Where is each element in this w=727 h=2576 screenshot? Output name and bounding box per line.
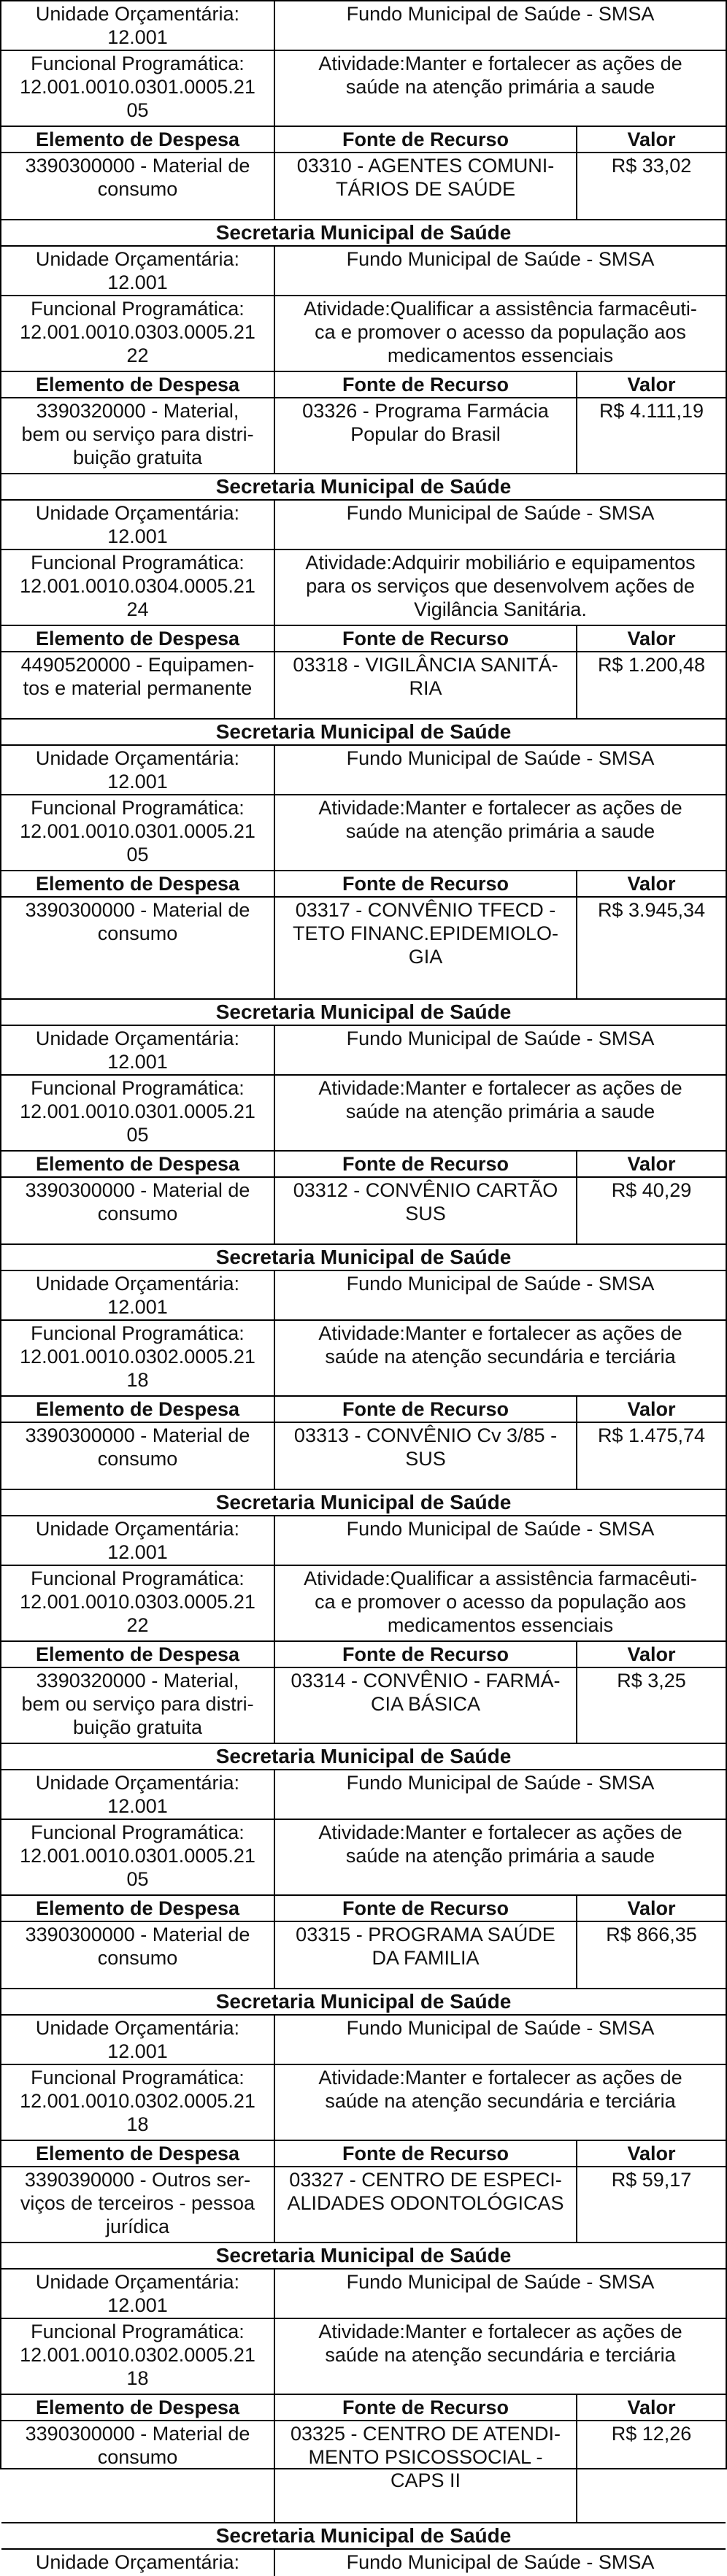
budget-block	[1, 1744, 726, 1989]
fonte-cell: 03310 - AGENTES COMUNI- TÁRIOS DE SAÚDE	[275, 153, 577, 219]
budget-block	[1, 2243, 726, 2523]
funcional-row	[1, 1820, 726, 1896]
fonte-header: Fonte de Recurso	[275, 127, 577, 152]
fonte-cell: 03327 - CENTRO DE ESPECI- ALIDADES ODONTOLÓGICAS	[275, 2167, 577, 2242]
elemento-cell: 4490520000 - Equipamen- tos e material permanente	[1, 652, 275, 718]
valor-cell: R$ 4.111,19	[599, 400, 704, 422]
elemento-header: Elemento de Despesa	[1, 372, 275, 397]
secretaria-header: Secretaria Municipal de Saúde	[1, 1744, 726, 1770]
fonte-header: Fonte de Recurso	[275, 871, 577, 896]
unidade-cell: Unidade Orçamentária: 12.001	[1, 1770, 275, 1819]
unidade-cell: Unidade Orçamentária: 12.001	[1, 247, 275, 295]
atividade-cell: Atividade:Manter e fortalecer as ações de saúde na atenção secundária e terciária	[318, 2321, 682, 2366]
unidade-cell: Unidade Orçamentária: 12.001	[1, 2016, 275, 2064]
detail-header-row	[1, 1397, 726, 1423]
elemento-header: Elemento de Despesa	[1, 871, 275, 896]
fundo-cell: Fundo Municipal de Saúde - SMSA	[346, 2551, 655, 2573]
valor-cell: R$ 1.475,74	[597, 1424, 706, 1446]
funcional-cell: Funcional Programática: 12.001.0010.0304.0005.21 24	[1, 550, 275, 625]
detail-header-row	[1, 1896, 726, 1922]
valor-header: Valor	[627, 873, 676, 895]
elemento-cell: 3390300000 - Material de consumo	[1, 1423, 275, 1489]
budget-block	[1, 720, 726, 1000]
detail-row	[1, 898, 726, 1000]
fundo-cell: Fundo Municipal de Saúde - SMSA	[346, 248, 655, 270]
budget-block	[1, 1245, 726, 1490]
elemento-cell: 3390320000 - Material, bem ou serviço para distri- buição gratuita	[1, 1668, 275, 1743]
funcional-cell: Funcional Programática: 12.001.0010.0303.0005.21 22	[1, 1566, 275, 1640]
fonte-header: Fonte de Recurso	[275, 1642, 577, 1667]
funcional-cell: Funcional Programática: 12.001.0010.0301.0005.21 05	[1, 1820, 275, 1894]
budget-block	[1, 474, 726, 720]
fonte-header: Fonte de Recurso	[275, 626, 577, 651]
atividade-cell: Atividade:Manter e fortalecer as ações de saúde na atenção primária a saude	[318, 1077, 682, 1122]
fonte-cell: 03317 - CONVÊNIO TFECD - TETO FINANC.EPIDEMIOLO- GIA	[275, 898, 577, 998]
unidade-row	[1, 2270, 726, 2319]
detail-header-row	[1, 1642, 726, 1668]
unidade-row	[1, 1516, 726, 1566]
atividade-cell: Atividade:Qualificar a assistência farmacêuti- ca e promover o acesso da população aos medicamentos essenciais	[304, 1567, 697, 1636]
valor-header: Valor	[627, 128, 676, 150]
detail-row	[1, 153, 726, 220]
elemento-cell: 3390300000 - Material de consumo	[1, 153, 275, 219]
elemento-header: Elemento de Despesa	[1, 127, 275, 152]
funcional-row	[1, 1321, 726, 1397]
atividade-cell: Atividade:Manter e fortalecer as ações de saúde na atenção secundária e terciária	[318, 1322, 682, 1368]
elemento-header: Elemento de Despesa	[1, 1152, 275, 1176]
funcional-cell: Funcional Programática: 12.001.0010.0302.0005.21 18	[1, 2319, 275, 2394]
valor-header: Valor	[627, 628, 676, 649]
unidade-row	[1, 746, 726, 795]
unidade-row	[1, 1770, 726, 1820]
valor-cell: R$ 12,26	[611, 2423, 692, 2445]
unidade-cell: Unidade Orçamentária: 12.001	[1, 746, 275, 794]
unidade-row	[1, 1026, 726, 1076]
valor-cell: R$ 3.945,34	[597, 899, 706, 921]
secretaria-header: Secretaria Municipal de Saúde	[1, 2243, 726, 2270]
secretaria-header: Secretaria Municipal de Saúde	[1, 1490, 726, 1516]
unidade-row	[1, 2016, 726, 2065]
fonte-cell: 03312 - CONVÊNIO CARTÃO SUS	[275, 1178, 577, 1243]
unidade-row	[1, 1271, 726, 1321]
budget-block	[1, 1000, 726, 1245]
detail-row	[1, 2421, 726, 2523]
valor-header: Valor	[627, 1153, 676, 1175]
elemento-header: Elemento de Despesa	[1, 626, 275, 651]
valor-header: Valor	[627, 374, 676, 396]
fundo-cell: Fundo Municipal de Saúde - SMSA	[346, 1772, 655, 1794]
fundo-cell: Fundo Municipal de Saúde - SMSA	[346, 2271, 655, 2293]
fonte-header: Fonte de Recurso	[275, 1896, 577, 1921]
secretaria-header: Secretaria Municipal de Saúde	[1, 1000, 726, 1026]
detail-row	[1, 1423, 726, 1490]
fonte-header: Fonte de Recurso	[275, 1152, 577, 1176]
funcional-cell: Funcional Programática: 12.001.0010.0303.0005.21 22	[1, 296, 275, 371]
fundo-cell: Fundo Municipal de Saúde - SMSA	[346, 1273, 655, 1295]
fonte-cell: 03314 - CONVÊNIO - FARMÁ- CIA BÁSICA	[275, 1668, 577, 1743]
elemento-header: Elemento de Despesa	[1, 1397, 275, 1422]
secretaria-header: Secretaria Municipal de Saúde	[1, 720, 726, 746]
funcional-cell: Funcional Programática: 12.001.0010.0302.0005.21 18	[1, 1321, 275, 1395]
funcional-row	[1, 296, 726, 372]
atividade-cell: Atividade:Qualificar a assistência farmacêuti- ca e promover o acesso da população aos medicamentos essenciais	[304, 298, 697, 366]
funcional-cell: Funcional Programática: 12.001.0010.0301.0005.21 05	[1, 795, 275, 870]
unidade-cell: Unidade Orçamentária: 12.001	[1, 1516, 275, 1565]
fonte-header: Fonte de Recurso	[275, 372, 577, 397]
funcional-row	[1, 1566, 726, 1642]
fundo-cell: Fundo Municipal de Saúde - SMSA	[346, 3, 655, 25]
fundo-cell: Fundo Municipal de Saúde - SMSA	[346, 747, 655, 769]
valor-cell: R$ 40,29	[611, 1179, 692, 1201]
valor-header: Valor	[627, 1897, 676, 1919]
secretaria-header: Secretaria Municipal de Saúde	[1, 2523, 726, 2550]
detail-row	[1, 2167, 726, 2243]
fundo-cell: Fundo Municipal de Saúde - SMSA	[346, 502, 655, 524]
fundo-cell: Fundo Municipal de Saúde - SMSA	[346, 1027, 655, 1049]
detail-header-row	[1, 2395, 726, 2421]
valor-cell: R$ 3,25	[617, 1670, 686, 1692]
detail-header-row	[1, 2141, 726, 2167]
elemento-cell: 3390390000 - Outros ser- viços de terceiros - pessoa jurídica	[1, 2167, 275, 2242]
fonte-header: Fonte de Recurso	[275, 1397, 577, 1422]
funcional-cell: Funcional Programática: 12.001.0010.0301.0005.21 05	[1, 1076, 275, 1150]
fonte-cell: 03326 - Programa Farmácia Popular do Brasil	[275, 398, 577, 473]
elemento-cell: 3390300000 - Material de consumo	[1, 1922, 275, 1988]
secretaria-header: Secretaria Municipal de Saúde	[1, 1989, 726, 2016]
detail-header-row	[1, 626, 726, 652]
detail-header-row	[1, 372, 726, 398]
elemento-cell: 3390300000 - Material de consumo	[1, 898, 275, 998]
fonte-cell: 03318 - VIGILÂNCIA SANITÁ- RIA	[275, 652, 577, 718]
elemento-header: Elemento de Despesa	[1, 1642, 275, 1667]
elemento-cell: 3390300000 - Material de consumo	[1, 2421, 275, 2522]
secretaria-header: Secretaria Municipal de Saúde	[1, 1245, 726, 1271]
elemento-header: Elemento de Despesa	[1, 1896, 275, 1921]
unidade-cell: Unidade Orçamentária: 12.001	[1, 1026, 275, 1074]
fonte-header: Fonte de Recurso	[275, 2395, 577, 2420]
fundo-cell: Fundo Municipal de Saúde - SMSA	[346, 2017, 655, 2039]
fundo-cell: Fundo Municipal de Saúde - SMSA	[346, 1518, 655, 1540]
secretaria-header: Secretaria Municipal de Saúde	[1, 220, 726, 247]
valor-header: Valor	[627, 2396, 676, 2418]
funcional-row	[1, 2065, 726, 2141]
atividade-cell: Atividade:Manter e fortalecer as ações de saúde na atenção primária a saude	[318, 797, 682, 842]
elemento-cell: 3390320000 - Material, bem ou serviço para distri- buição gratuita	[1, 398, 275, 473]
detail-header-row	[1, 871, 726, 898]
valor-cell: R$ 33,02	[611, 155, 692, 177]
unidade-cell: Unidade Orçamentária: 12.001	[1, 1271, 275, 1319]
funcional-row	[1, 795, 726, 871]
valor-header: Valor	[627, 2143, 676, 2164]
unidade-row	[1, 501, 726, 550]
elemento-header: Elemento de Despesa	[1, 2395, 275, 2420]
detail-header-row	[1, 1152, 726, 1178]
valor-cell: R$ 866,35	[606, 1924, 697, 1946]
budget-block	[1, 1490, 726, 1744]
detail-header-row	[1, 127, 726, 153]
valor-header: Valor	[627, 1643, 676, 1665]
secretaria-header: Secretaria Municipal de Saúde	[1, 474, 726, 501]
budget-block	[1, 1989, 726, 2243]
budget-blocks	[1, 220, 726, 2523]
fonte-header: Fonte de Recurso	[275, 2141, 577, 2166]
unidade-row	[1, 2550, 726, 2576]
budget-block	[1, 220, 726, 474]
valor-cell: R$ 59,17	[611, 2169, 692, 2191]
atividade-cell: Atividade:Manter e fortalecer as ações de saúde na atenção secundária e terciária	[318, 2067, 682, 2112]
valor-header: Valor	[627, 1398, 676, 1420]
detail-row	[1, 398, 726, 474]
detail-row	[1, 652, 726, 720]
unidade-row	[1, 247, 726, 296]
unidade-cell: Unidade Orçamentária: 12.001	[1, 501, 275, 549]
funcional-cell: Funcional Programática: 12.001.0010.0302.0005.21 18	[1, 2065, 275, 2140]
detail-row	[1, 1178, 726, 1245]
fonte-cell: 03315 - PROGRAMA SAÚDE DA FAMILIA	[275, 1922, 577, 1988]
unidade-cell: Unidade Orçamentária: 12.001	[1, 1, 275, 50]
atividade-cell: Atividade:Adquirir mobiliário e equipamentos para os serviços que desenvolvem ações de Vigilância Sanitária.	[305, 552, 696, 620]
funcional-cell: Funcional Programática: 12.001.0010.0301.0005.21 05	[1, 51, 275, 126]
unidade-cell: Unidade Orçamentária: 12.001	[1, 2270, 275, 2318]
detail-row	[1, 1922, 726, 1989]
fonte-cell: 03313 - CONVÊNIO Cv 3/85 - SUS	[275, 1423, 577, 1489]
atividade-cell: Atividade:Manter e fortalecer as ações de saúde na atenção primária a saude	[318, 1821, 682, 1867]
funcional-row	[1, 2319, 726, 2395]
detail-row	[1, 1668, 726, 1744]
funcional-row	[1, 550, 726, 626]
elemento-cell: 3390300000 - Material de consumo	[1, 1178, 275, 1243]
elemento-header: Elemento de Despesa	[1, 2141, 275, 2166]
atividade-cell: Atividade:Manter e fortalecer as ações de saúde na atenção primária a saude	[318, 53, 682, 98]
fonte-cell: 03325 - CENTRO DE ATENDI- MENTO PSICOSSOCIAL - CAPS II	[275, 2421, 577, 2522]
funcional-row	[1, 1076, 726, 1152]
unidade-row	[1, 1, 726, 51]
funcional-row	[1, 51, 726, 127]
valor-cell: R$ 1.200,48	[597, 654, 706, 676]
unidade-cell: Unidade Orçamentária:	[1, 2550, 275, 2576]
